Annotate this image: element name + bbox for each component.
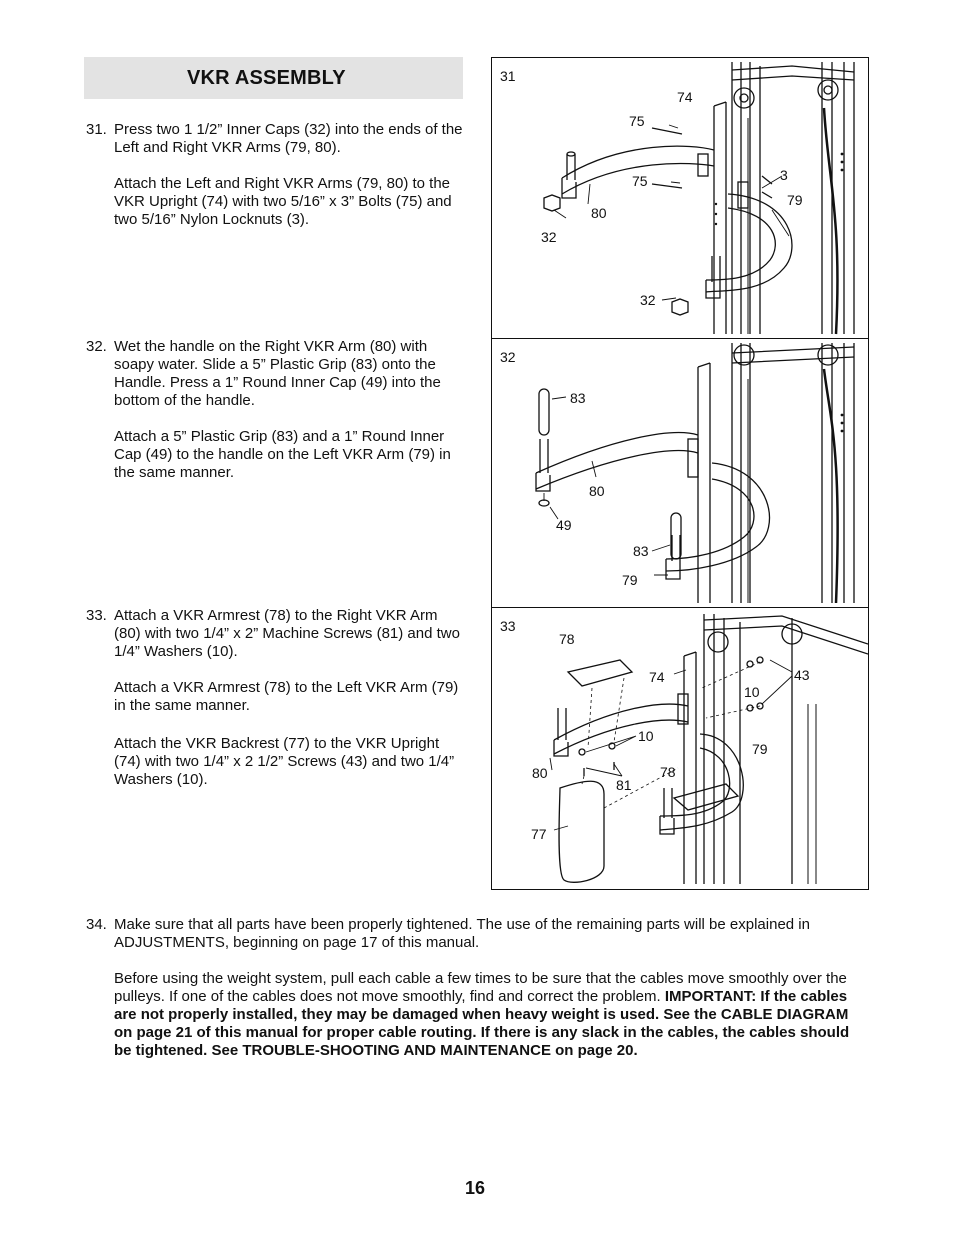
figure-32-drawing [492,339,868,608]
figure-number: 33 [500,618,516,634]
step-number: 34. [86,916,107,933]
callout-label: 83 [570,390,586,406]
cable-check-text: Before using the weight system, pull each cable a few times to be sure that the cables move smoothly over the pulleys. If one of the cables does not move smoothly, find and correct the problem. [114,970,847,1005]
callout-label: 43 [794,667,810,683]
step-paragraph: Make sure that all parts have been properly tightened. The use of the remaining parts will be explained in ADJUSTMENTS, beginning on page 17 of this manual. [114,916,810,951]
callout-label: 3 [780,167,788,183]
callout-label: 10 [638,728,654,744]
step-number: 33. [86,607,107,624]
step-paragraph: Attach the Left and Right VKR Arms (79, 80) to the VKR Upright (74) with two 5/16” x 3” Bolts (75) and two 5/16” Nylon Locknuts (3). [114,175,452,228]
figure-number: 32 [500,349,516,365]
step-paragraph: Press two 1 1/2” Inner Caps (32) into the ends of the Left and Right VKR Arms (79, 80). [114,121,463,156]
callout-label: 80 [589,483,605,499]
figure-number: 31 [500,68,516,84]
callout-label: 80 [591,205,607,221]
step-paragraph: Wet the handle on the Right VKR Arm (80) with soapy water. Slide a 5” Plastic Grip (83) onto the Handle. Press a 1” Round Inner Cap (49) into the bottom of the handle. [114,338,441,409]
step-paragraph-final [114,970,866,1060]
callout-label: 83 [633,543,649,559]
step-paragraph: Attach the VKR Backrest (77) to the VKR Upright (74) with two 1/4” x 2 1/2” Screws (43) and two 1/4” Washers (10). [114,735,455,788]
callout-label: 32 [541,229,557,245]
callout-label: 78 [660,764,676,780]
callout-label: 49 [556,517,572,533]
important-warning: IMPORTANT: If the cables are not properly installed, they may be damaged when heavy weight is used. See the CABLE DIAGRAM on page 21 of this manual for proper cable routing. If there is any slack in the cables, the cables should be tightened. See TROUBLE-SHOOTING AND MAINTENANCE on page 20. [114,988,850,1059]
callout-label: 80 [532,765,548,781]
step-32 [86,338,466,500]
callout-label: 79 [622,572,638,588]
step-paragraph: Attach a 5” Plastic Grip (83) and a 1” Round Inner Cap (49) to the handle on the Left VKR Arm (79) in the same manner. [114,428,451,481]
callout-label: 77 [531,826,547,842]
figure-33-drawing [492,608,868,889]
step-number: 31. [86,121,107,138]
callout-label: 79 [752,741,768,757]
step-paragraph: Attach a VKR Armrest (78) to the Right VKR Arm (80) with two 1/4” x 2” Machine Screws (81) and two 1/4” Washers (10). [114,607,460,660]
step-paragraph: Attach a VKR Armrest (78) to the Left VKR Arm (79) in the same manner. [114,679,459,714]
page-number: 16 [465,1178,486,1198]
page-title: VKR ASSEMBLY [187,67,346,89]
step-31 [86,121,466,247]
figure-32-panel [491,338,869,609]
step-number: 32. [86,338,107,355]
callout-label: 81 [616,777,632,793]
callout-label: 79 [787,192,803,208]
callout-label: 74 [677,89,693,105]
step-33 [86,607,466,807]
callout-label: 10 [744,684,760,700]
section-title-bar [84,57,463,99]
callout-label: 75 [629,113,645,129]
step-34 [86,916,866,1078]
figure-33-panel [491,607,869,890]
callout-label: 75 [632,173,648,189]
callout-label: 32 [640,292,656,308]
callout-label: 74 [649,669,665,685]
figure-31-panel [491,57,869,340]
callout-label: 78 [559,631,575,647]
